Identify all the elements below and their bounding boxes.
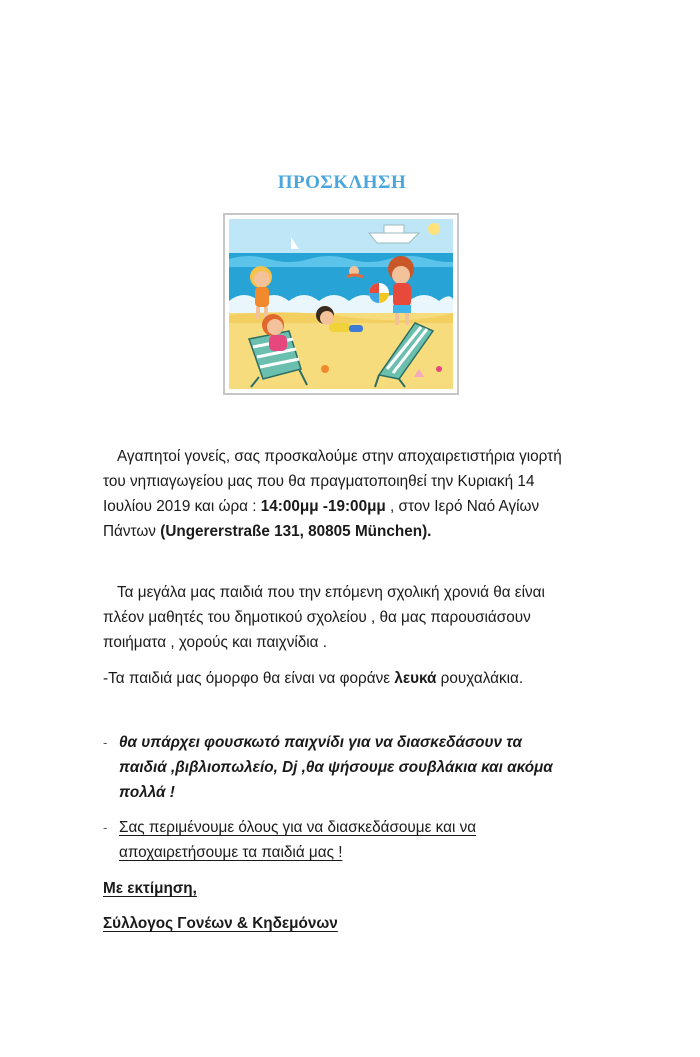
invitation-intro-text: Αγαπητοί γονείς, σας προσκαλούμε στην αποχαιρετιστήρια γιορτή του νηπιαγωγείου μας που θα πραγματοποιηθεί την Κυριακή 14 Ιουλίου 2019 και ώρα :	[103, 448, 562, 515]
program-paragraph	[103, 580, 573, 655]
closing-text: Με εκτίμηση,	[103, 880, 197, 897]
dress-code-start: -Τα παιδιά μας όμορφο θα είναι να φοράνε	[103, 670, 395, 687]
beach-scene-image	[229, 219, 453, 389]
page-title: ΠΡΟΣΚΛΗΣΗ	[277, 172, 407, 193]
program-text: Τα μεγάλα μας παιδιά που την επόμενη σχολική χρονιά θα είναι πλέον μαθητές του δημοτικού σχολείου , θα μας παρουσιάσουν ποιήματα , χορούς και παιχνίδια .	[103, 584, 545, 651]
venue-address: (Ungererstraße 131, 80805 München).	[160, 523, 432, 540]
venue-text: , στον Ιερό Ναό Αγίων Πάντων	[103, 498, 540, 540]
signature-text: Σύλλογος Γονέων & Κηδεμόνων	[103, 915, 338, 932]
signature-line	[103, 911, 573, 936]
activities-bullet	[103, 730, 573, 805]
activities-text: θα υπάρχει φουσκωτό παιχνίδι για να διασκεδάσουν τα παιδιά ,βιβλιοπωλείο, Dj ,θα ψήσουμε σουβλάκια και ακόμα πολλά !	[119, 734, 553, 801]
welcome-bullet	[103, 815, 573, 865]
beach-children-illustration	[223, 213, 459, 395]
dress-code-paragraph	[103, 666, 573, 691]
closing-line	[103, 876, 573, 901]
welcome-text: Σας περιμένουμε όλους για να διασκεδάσουμε και να αποχαιρετήσουμε τα παιδιά μας !	[119, 819, 477, 861]
bullet-marker: -	[103, 820, 108, 835]
dress-code-color: λευκά	[394, 670, 437, 687]
event-time: 14:00μμ -19:00μμ	[260, 498, 386, 515]
invitation-paragraph	[103, 444, 573, 544]
bullet-marker: -	[103, 735, 108, 750]
dress-code-end: ρουχαλάκια.	[436, 670, 524, 687]
